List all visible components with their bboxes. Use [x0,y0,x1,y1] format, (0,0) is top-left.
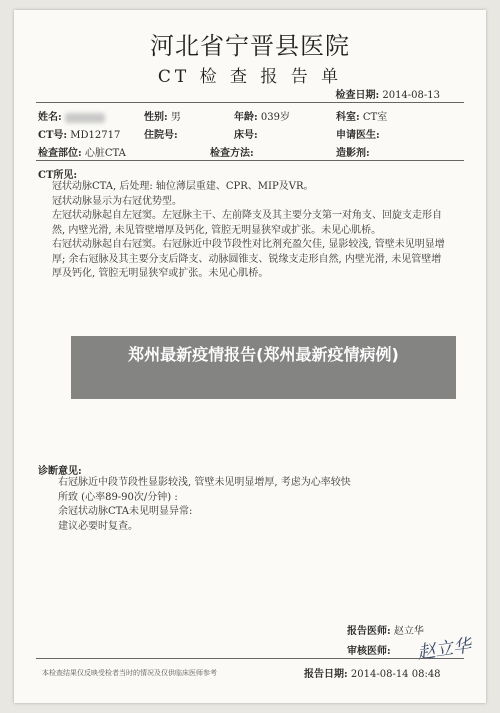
exam-method [210,144,254,159]
check-date [335,86,440,101]
check-date-label: 检查日期: [335,90,380,101]
report-page [14,10,486,703]
doctor-label: 申请医生: [336,130,380,141]
report-date [304,665,441,680]
gender-value: 男 [170,112,181,123]
report-type-title: CT 检 查 报 告 单 [157,67,343,87]
patient-gender [144,108,181,123]
diagnosis-line: 右冠脉近中段节段性显影较浅, 管壁未见明显增厚, 考虑为心率较快 [58,477,351,488]
contrast-agent [336,144,370,159]
diagnosis-text [58,476,450,534]
header-divider [36,102,464,103]
patient-dept [336,108,387,123]
admission-number [144,126,178,141]
check-date-value: 2014-08-13 [382,90,440,101]
reporter-label: 报告医师: [347,626,391,637]
reviewer-label: 审核医师: [347,646,391,657]
dept-label: 科室: [336,112,360,123]
diagnosis-line: 建议必要时复查。 [58,520,138,532]
findings-paragraph: 右冠状动脉起自右冠窦。右冠脉近中段节段性对比剂充盈欠佳, 显影较浅, 管壁未见明显增厚; 余右冠脉及其主要分支后降支、动脉圆锥支、锐缘支走形自然, 内壁光滑, 未见管壁增厚及钙化, 管腔无明显狭窄或扩张。未见心肌桥。 [52,239,445,279]
dept-value: CT室 [362,112,388,123]
requesting-doctor [336,126,380,141]
headline-overlay: 郑州最新疫情报告(郑州最新疫情病例) [71,336,456,399]
contrast-label: 造影剂: [336,148,370,159]
exam-site [38,144,126,159]
name-label: 姓名: [38,112,62,123]
findings-text [52,180,450,282]
site-value: 心脏CTA [84,148,126,159]
diagnosis-line: 余冠状动脉CTA未见明显异常: [58,506,193,517]
ct-number [38,126,120,141]
diagnosis-label: 诊断意见: [38,466,82,477]
reviewer [347,642,391,657]
method-label: 检查方法: [210,148,254,159]
ct-no-label: CT号: [38,130,68,141]
gender-label: 性别: [144,112,168,123]
bed-label: 床号: [234,130,258,141]
info-divider [36,160,464,161]
reporter-name: 赵立华 [393,626,424,637]
bed-number [234,126,258,141]
patient-name [38,108,105,123]
site-label: 检查部位: [38,148,82,159]
patient-age [234,108,290,123]
report-date-label: 报告日期: [304,669,348,680]
ct-no-value: MD12717 [70,130,121,141]
findings-label: CT所见: [38,170,78,181]
disclaimer-note: 本检查结果仅反映受检者当时的情况及仅供临床医师参考 [42,669,217,677]
hospital-title: 河北省宁晋县医院 [150,32,350,60]
diagnosis-line: 所致 (心率89-90次/分钟) : [58,491,178,503]
findings-paragraph: 左冠状动脉起自左冠窦。左冠脉主干、左前降支及其主要分支第一对角支、回旋支走形自然, 内壁光滑, 未见管壁增厚及钙化, 管腔无明显狭窄或扩张。未见心肌桥。 [52,210,442,236]
age-value: 039岁 [260,112,290,123]
report-date-value: 2014-08-14 08:48 [350,669,441,680]
redacted-name [65,113,105,123]
handwritten-signature: 赵立华 [416,635,473,664]
findings-paragraph: 冠状动脉CTA, 后处理: 轴位薄层重建、CPR、MIP及VR。 [52,181,314,192]
admission-label: 住院号: [144,130,178,141]
footer-divider [36,658,464,659]
reporter [347,622,424,637]
findings-paragraph: 冠状动脉显示为右冠优势型。 [52,195,182,207]
age-label: 年龄: [234,112,258,123]
